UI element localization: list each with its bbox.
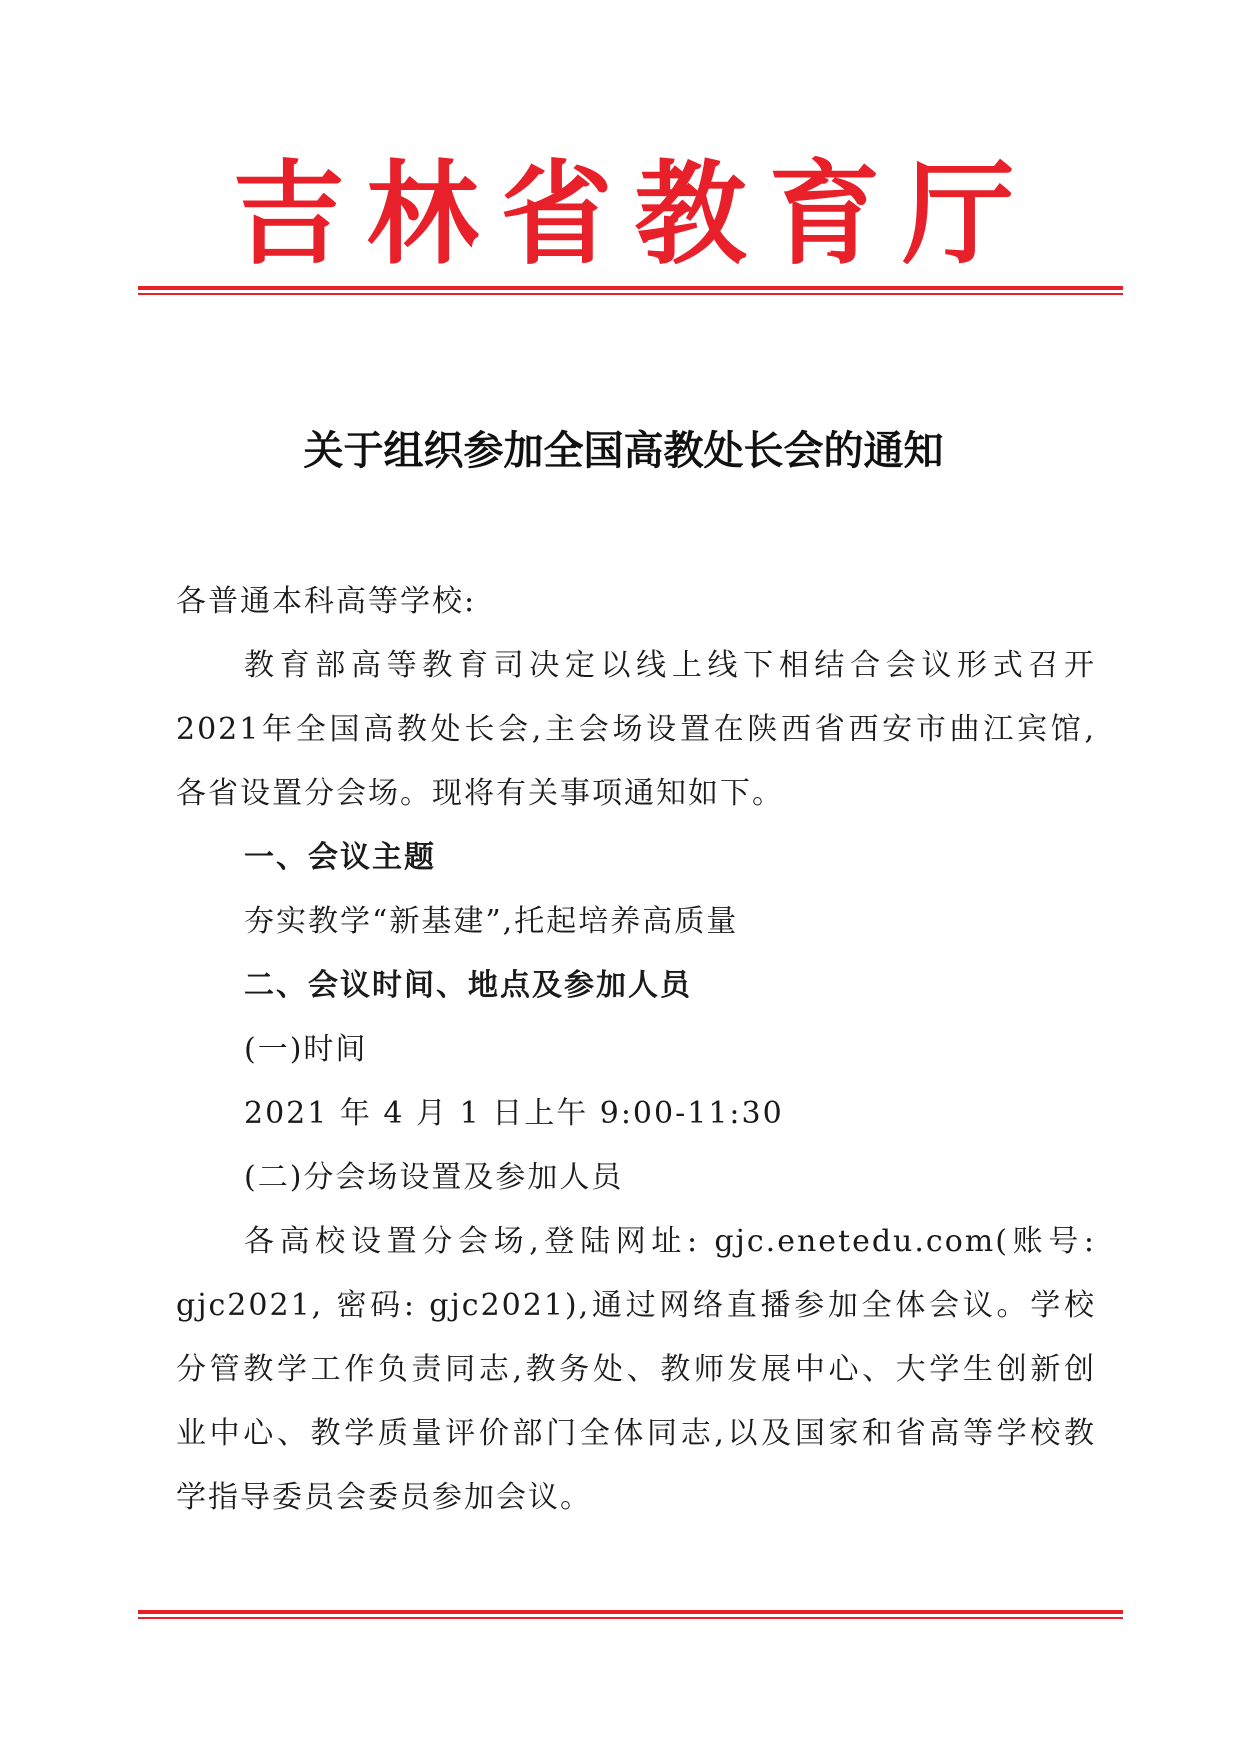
section1-text: 夯实教学“新基建”,托起培养高质量	[244, 904, 739, 939]
intro-line-2: 2021年全国高教处长会,主会场设置在陕西省西安市曲江宾馆,	[176, 712, 1096, 747]
section2-sub2-line-3: 分管教学工作负责同志,教务处、教师发展中心、大学生创新创	[176, 1352, 1096, 1387]
section2-sub1-text: 2021 年 4 月 1 日上午 9:00-11:30	[244, 1096, 784, 1131]
salutation: 各普通本科高等学校:	[176, 584, 477, 619]
notice-title: 关于组织参加全国高教处长会的通知	[303, 428, 944, 474]
section2-sub2-line-2: gjc2021, 密码: gjc2021),通过网络直播参加全体会议。学校	[176, 1288, 1096, 1323]
masthead-title: 吉林省教育厅	[232, 149, 1037, 280]
section2-sub1-heading: (一)时间	[244, 1032, 368, 1067]
footer-divider-thin	[138, 1617, 1123, 1619]
masthead-divider-thin	[138, 293, 1123, 295]
section2-sub2-line-5: 学指导委员会委员参加会议。	[176, 1480, 592, 1515]
intro-line-3: 各省设置分会场。现将有关事项通知如下。	[176, 776, 784, 811]
intro-line-1: 教育部高等教育司决定以线上线下相结合会议形式召开	[244, 648, 1096, 683]
masthead-divider-thick	[138, 286, 1123, 290]
section1-heading: 一、会议主题	[244, 840, 436, 875]
footer-divider-thick	[138, 1610, 1123, 1614]
section2-heading: 二、会议时间、地点及参加人员	[244, 968, 692, 1003]
section2-sub2-line-1: 各高校设置分会场,登陆网址: gjc.enetedu.com(账号:	[244, 1224, 1096, 1259]
footer-divider	[138, 1610, 1123, 1622]
masthead-divider	[138, 286, 1123, 298]
section2-sub2-heading: (二)分会场设置及参加人员	[244, 1160, 624, 1195]
section2-sub2-line-4: 业中心、教学质量评价部门全体同志,以及国家和省高等学校教	[176, 1416, 1096, 1451]
